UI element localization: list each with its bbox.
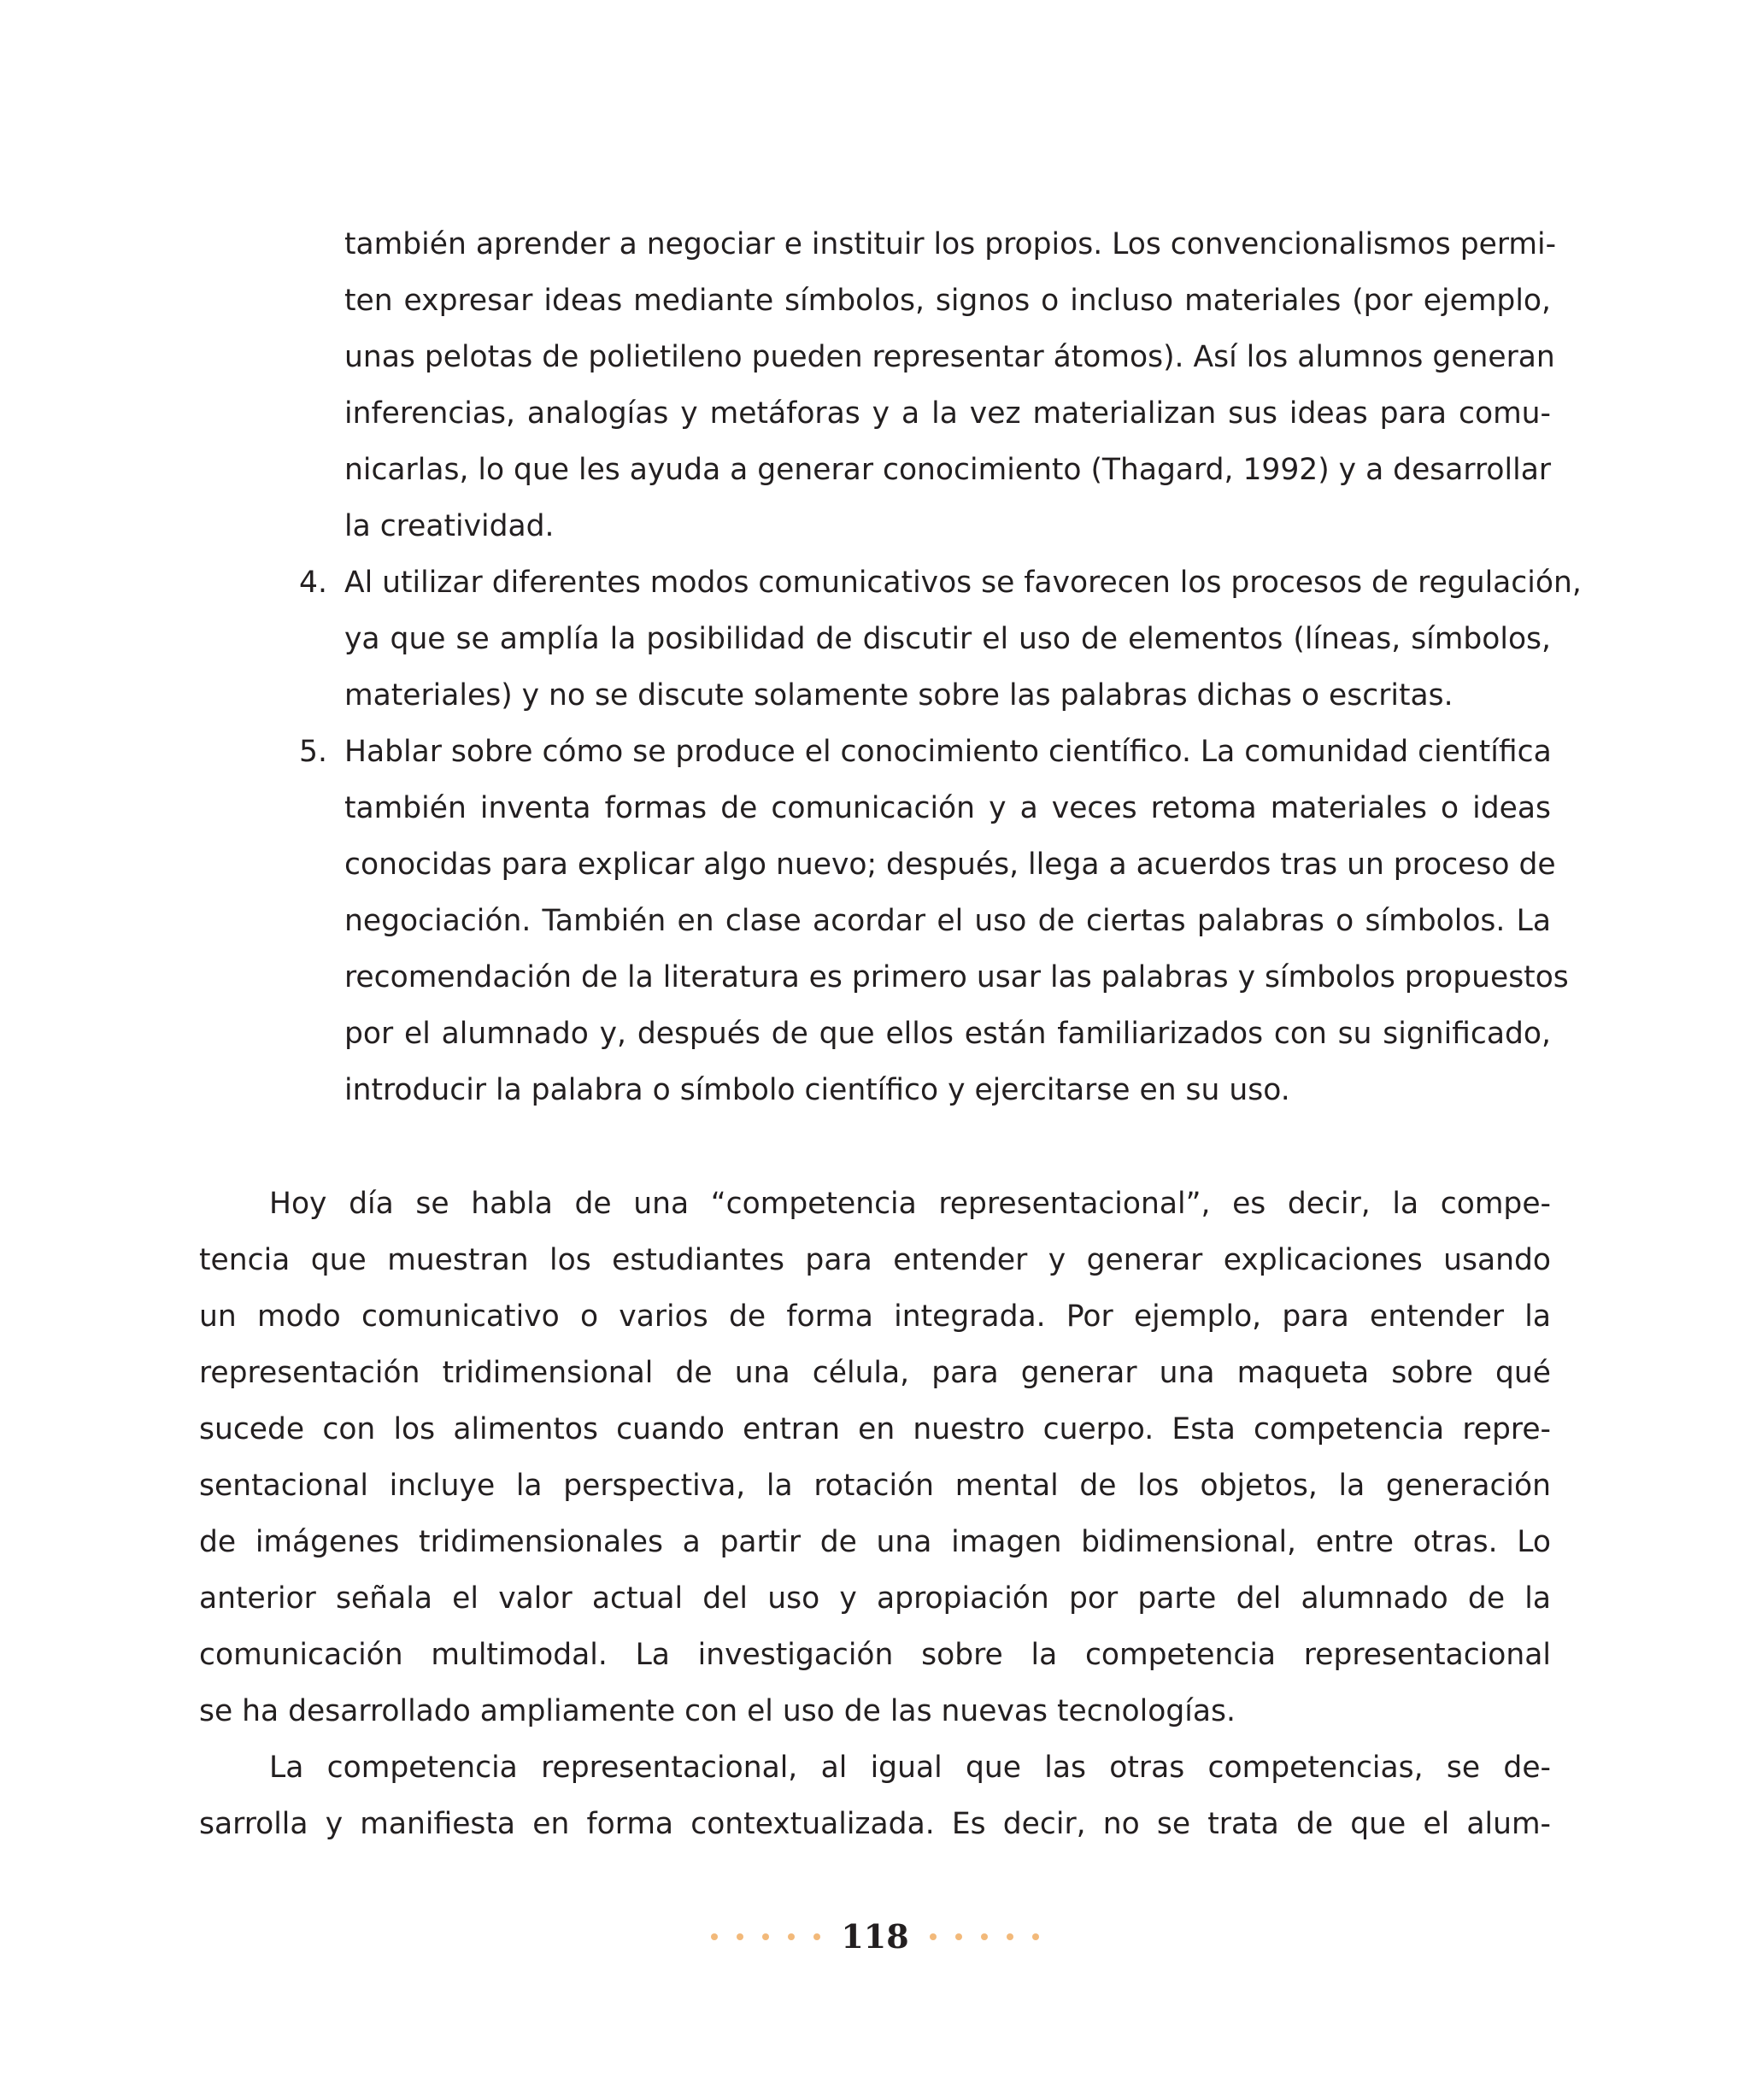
footer-dots-right (930, 1933, 1039, 1940)
footer-dot (1032, 1933, 1039, 1940)
paragraph-1-line-7: de imágenes tridimensionales a partir de una imagen bidimensional, entre otras. Lo (199, 1525, 1551, 1559)
paragraph-1-line-10: se ha desarrollado ampliamente con el uso de las nuevas tecnologías. (199, 1694, 1236, 1728)
footer-dot (711, 1933, 718, 1940)
paragraph-2-line-2: sarrolla y manifiesta en forma contextualizada. Es decir, no se trata de que el alum- (199, 1807, 1551, 1841)
list-item-5-line-5: recomendación de la literatura es primero usar las palabras y símbolos propuestos (344, 960, 1569, 994)
list-item-5-line-2: también inventa formas de comunicación y a veces retoma materiales o ideas (344, 791, 1551, 825)
footer-dot (813, 1933, 820, 1940)
list-item-number: 5. (299, 735, 327, 769)
list-item-4-line-3: materiales) y no se discute solamente sobre las palabras dichas o escritas. (344, 678, 1453, 713)
list-item-5-line-7: introducir la palabra o símbolo científico y ejercitarse en su uso. (344, 1073, 1290, 1107)
list-continuation-line-5: nicarlas, lo que les ayuda a generar conocimiento (Thagard, 1992) y a desarrollar (344, 453, 1552, 487)
paragraph-1-line-8: anterior señala el valor actual del uso y apropiación por parte del alumnado de la (199, 1581, 1551, 1616)
list-item-4-line-2: ya que se amplía la posibilidad de discutir el uso de elementos (líneas, símbolos, (344, 622, 1551, 656)
footer-dot (930, 1933, 937, 1940)
paragraph-1-line-5: sucede con los alimentos cuando entran en nuestro cuerpo. Esta competencia repre- (199, 1412, 1551, 1446)
footer-dot (955, 1933, 962, 1940)
list-item-5-line-3: conocidas para explicar algo nuevo; después, llega a acuerdos tras un proceso de (344, 848, 1556, 882)
footer-dot (762, 1933, 769, 1940)
list-item-5-line-4: negociación. También en clase acordar el uso de ciertas palabras o símbolos. La (344, 904, 1551, 938)
paragraph-1-line-4: representación tridimensional de una célula, para generar una maqueta sobre qué (199, 1356, 1551, 1390)
footer-dot (981, 1933, 988, 1940)
footer-dot (788, 1933, 795, 1940)
paragraph-1-line-2: tencia que muestran los estudiantes para entender y generar explicaciones usando (199, 1243, 1551, 1277)
paragraph-1-line-3: un modo comunicativo o varios de forma integrada. Por ejemplo, para entender la (199, 1299, 1551, 1334)
paragraph-1-line-1: Hoy día se habla de una “competencia representacional”, es decir, la compe- (269, 1187, 1551, 1221)
footer-dots-left (711, 1933, 820, 1940)
list-item-5-line-1: Hablar sobre cómo se produce el conocimiento científico. La comunidad científica (344, 735, 1552, 769)
list-item-4-line-1: Al utilizar diferentes modos comunicativos se favorecen los procesos de regulación, (344, 566, 1582, 600)
list-continuation-line-1: también aprender a negociar e instituir los propios. Los convencionalismos permi- (344, 227, 1557, 261)
list-continuation-line-3: unas pelotas de polietileno pueden representar átomos). Así los alumnos generan (344, 340, 1555, 374)
list-continuation-line-6: la creatividad. (344, 509, 555, 543)
page-number: 118 (841, 1917, 909, 1956)
footer-dot (1007, 1933, 1013, 1940)
list-continuation-line-4: inferencias, analogías y metáforas y a la vez materializan sus ideas para comu- (344, 396, 1551, 431)
footer-dot (737, 1933, 743, 1940)
list-item-5-line-6: por el alumnado y, después de que ellos están familiarizados con su significado, (344, 1017, 1551, 1051)
list-item-number: 4. (299, 566, 327, 600)
list-continuation-line-2: ten expresar ideas mediante símbolos, signos o incluso materiales (por ejemplo, (344, 284, 1551, 318)
page-footer (0, 1907, 1750, 1967)
paragraph-1-line-6: sentacional incluye la perspectiva, la rotación mental de los objetos, la generación (199, 1469, 1551, 1503)
paragraph-1-line-9: comunicación multimodal. La investigación sobre la competencia representacional (199, 1638, 1551, 1672)
paragraph-2-line-1: La competencia representacional, al igual que las otras competencias, se de- (269, 1751, 1551, 1785)
